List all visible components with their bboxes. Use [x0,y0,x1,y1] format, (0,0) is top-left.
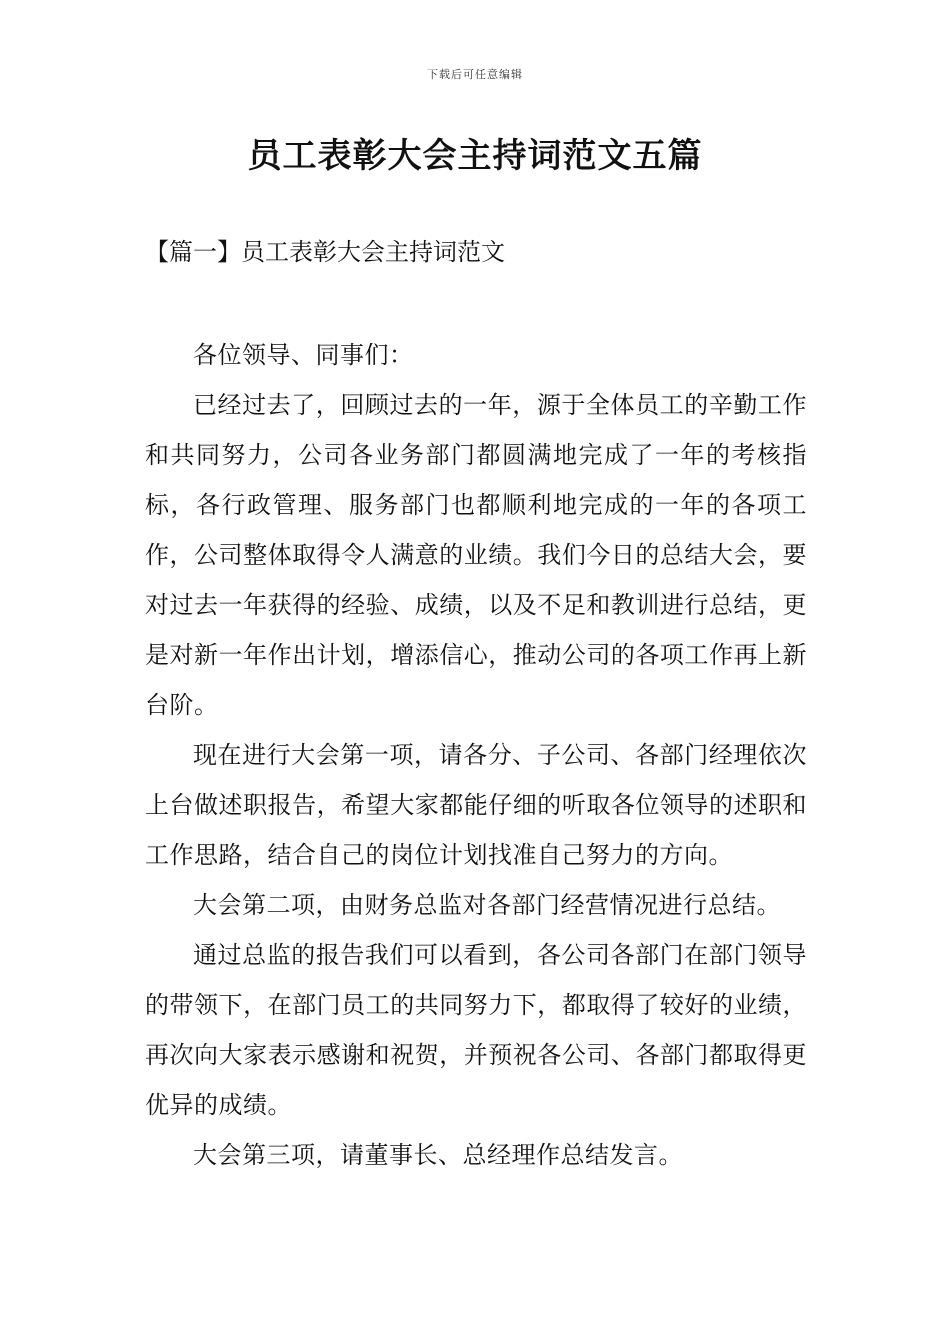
paragraph-item-two: 大会第二项，由财务总监对各部门经营情况进行总结。 [193,891,781,919]
header-note: 下载后可任意编辑 [427,68,523,81]
document-title: 员工表彰大会主持词范文五篇 [247,136,703,176]
paragraph-item-one: 现在进行大会第一项，请各分、子公司、各部门经理依次上台做述职报告，希望大家都能仔细的听取各位领导的述职和工作思路，结合自己的岗位计划找准自己努力的方向。 [145,741,807,869]
paragraph-summary: 通过总监的报告我们可以看到，各公司各部门在部门领导的带领下，在部门员工的共同努力下，都取得了较好的业绩，再次向大家表示感谢和祝贺，并预祝各公司、各部门都取得更优异的成绩。 [145,941,807,1119]
paragraph-review: 已经过去了，回顾过去的一年，源于全体员工的辛勤工作和共同努力，公司各业务部门都圆满地完成了一年的考核指标，各行政管理、服务部门也都顺利地完成的一年的各项工作，公司整体取得令人满意的业绩。我们今日的总结大会，要对过去一年获得的经验、成绩，以及不足和教训进行总结，更是对新一年作出计划，增添信心，推动公司的各项工作再上新台阶。 [145,391,807,719]
section-heading: 【篇一】员工表彰大会主持词范文 [145,238,505,266]
paragraph-salutation: 各位领导、同事们： [193,341,414,369]
document-body [145,330,807,1180]
paragraph-item-three: 大会第三项，请董事长、总经理作总结发言。 [193,1141,683,1169]
